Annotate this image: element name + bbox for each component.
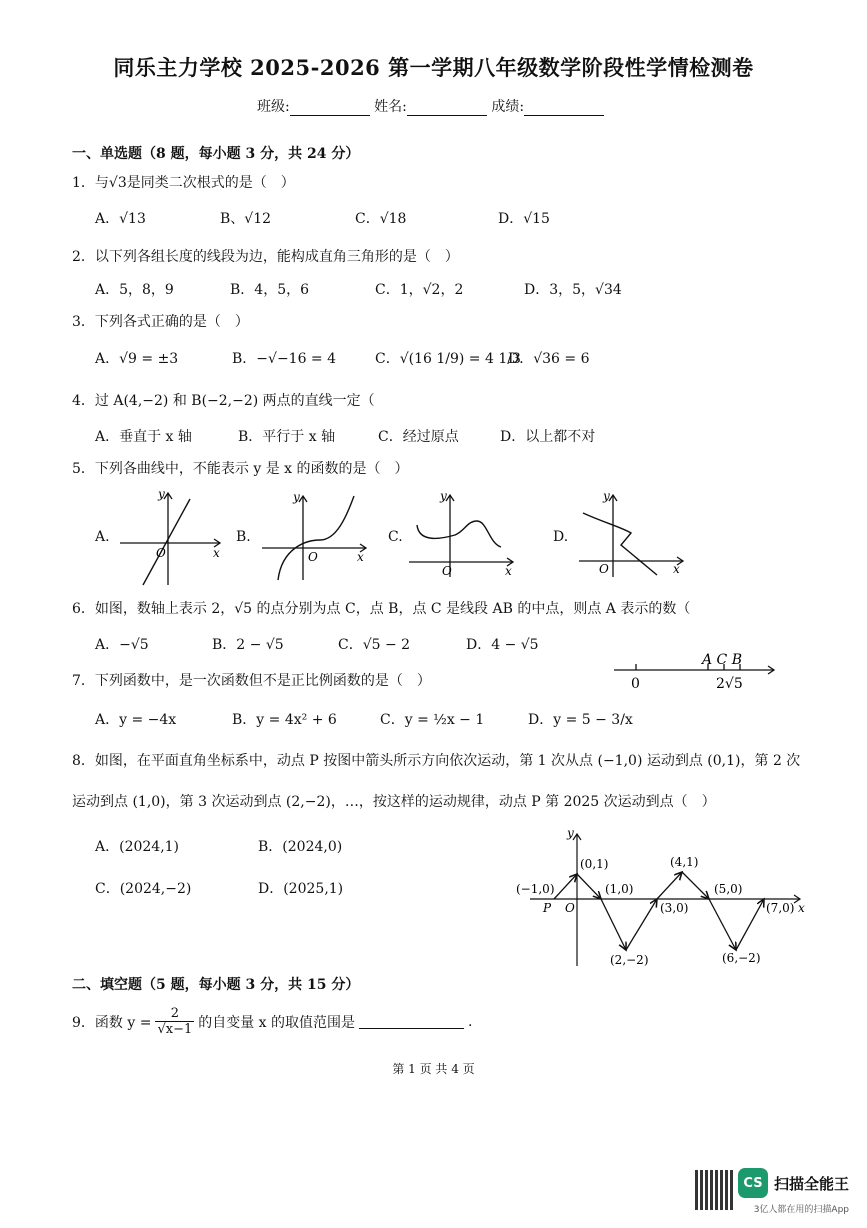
q5b-origin-label: O <box>308 550 318 564</box>
q8-option-a: A．(2024,1) <box>95 839 180 855</box>
q5-graph-a <box>110 485 225 587</box>
section-2-heading: 二、填空题（5 题，每小题 3 分，共 15 分） <box>72 977 360 993</box>
q8-label-p4: (2,−2) <box>610 953 649 967</box>
q5d-y-label: y <box>603 489 610 503</box>
page-footer: 第 1 页 共 4 页 <box>392 1062 475 1076</box>
q8-option-d: D．(2025,1) <box>258 881 344 897</box>
q6-points-label: A C B <box>702 652 743 668</box>
q2-option-d: D．3，5，√34 <box>524 282 622 298</box>
q8-label-p2: (0,1) <box>580 857 609 871</box>
qr-code-image <box>695 1170 735 1210</box>
scanner-watermark <box>738 1168 849 1198</box>
q8-label-p3: (1,0) <box>605 882 634 896</box>
q9-denominator: √x−1 <box>157 1022 193 1037</box>
q8-option-b: B．(2024,0) <box>258 839 343 855</box>
q8-stem-line1: 8．如图，在平面直角坐标系中，动点 P 按图中箭头所示方向依次运动，第 1 次从点 (−1,0) 运动到点 (0,1)，第 2 次 <box>72 753 801 769</box>
q8-coordinate-graph <box>510 822 810 970</box>
q7-stem: 7．下列函数中，是一次函数但不是正比例函数的是（ ） <box>72 673 431 689</box>
q2-option-c: C．1，√2，2 <box>375 282 464 298</box>
q3-option-d: D．√36 = 6 <box>508 351 590 367</box>
q1-option-d: D．√15 <box>498 211 550 227</box>
q6-option-d: D．4 − √5 <box>466 637 539 653</box>
page-title: 同乐主力学校 2025-2026 第一学期八年级数学阶段性学情检测卷 <box>113 55 754 80</box>
q4-option-a: A．垂直于 x 轴 <box>95 429 192 445</box>
q2-option-a: A．5，8，9 <box>95 282 174 298</box>
q7-option-d: D．y = 5 − 3/x <box>528 712 633 728</box>
q8-label-x: x <box>798 901 805 915</box>
score-label: 成绩: <box>491 99 525 115</box>
q8-label-P: P <box>543 901 552 915</box>
name-label: 姓名: <box>374 99 407 115</box>
q3-option-b: B．−√−16 = 4 <box>232 351 337 367</box>
q5-option-c: C. <box>388 529 403 545</box>
q5a-x-label: x <box>213 546 220 560</box>
q5b-x-label: x <box>357 550 364 564</box>
q5d-x-label: x <box>673 562 680 576</box>
q7-option-b: B．y = 4x² + 6 <box>232 712 337 728</box>
score-blank <box>524 99 604 116</box>
q9-fraction <box>155 1006 194 1037</box>
q2-option-b: B．4，5，6 <box>230 282 310 298</box>
q8-label-origin: O <box>565 901 575 915</box>
q5c-x-label: x <box>505 564 512 578</box>
q6-option-c: C．√5 − 2 <box>338 637 411 653</box>
q8-stem-line2: 运动到点 (1,0)，第 3 次运动到点 (2,−2)，…，按这样的运动规律，动点 P 第 2025 次运动到点（ ） <box>72 794 716 810</box>
q6-stem: 6．如图，数轴上表示 2，√5 的点分别为点 C，点 B，点 C 是线段 AB 的中点，则点 A 表示的数（ <box>72 601 691 617</box>
q5a-y-label: y <box>158 487 165 501</box>
q9-stem-post: 的自变量 x 的取值范围是 <box>198 1014 356 1031</box>
q8-label-p9: (7,0) <box>766 901 795 915</box>
class-blank <box>290 99 370 116</box>
q5-graph-d <box>575 487 687 579</box>
class-label: 班级: <box>257 99 290 115</box>
q8-label-p1: (−1,0) <box>516 882 555 896</box>
q1-option-c: C．√18 <box>355 211 407 227</box>
q5d-origin-label: O <box>599 562 609 576</box>
q3-option-a: A．√9 = ±3 <box>95 351 179 367</box>
q8-label-p8: (6,−2) <box>722 951 761 965</box>
q4-option-c: C．经过原点 <box>378 429 459 445</box>
q5b-y-label: y <box>293 490 300 504</box>
q5-option-a: A. <box>95 529 110 545</box>
brand-name: 扫描全能王 <box>773 1174 849 1193</box>
q4-stem: 4．过 A(4,−2) 和 B(−2,−2) 两点的直线一定（ <box>72 393 375 409</box>
q5c-y-label: y <box>440 489 447 503</box>
q5-option-b: B. <box>236 529 251 545</box>
cs-logo-icon: CS <box>738 1168 768 1198</box>
name-blank <box>407 99 487 116</box>
q6-option-b: B．2 − √5 <box>212 637 284 653</box>
q9-numerator: 2 <box>170 1006 179 1021</box>
q6-zero-label: 0 <box>631 676 640 692</box>
q4-option-b: B．平行于 x 轴 <box>238 429 336 445</box>
q8-label-p5: (3,0) <box>660 901 689 915</box>
q4-option-d: D．以上都不对 <box>500 429 596 445</box>
section-1-heading: 一、单选题（8 题，每小题 3 分，共 24 分） <box>72 146 360 162</box>
q6-number-line <box>610 650 780 692</box>
q9-row <box>72 1006 472 1037</box>
q5-graph-b <box>258 488 370 583</box>
q5a-origin-label: O <box>156 546 166 560</box>
q7-option-c: C．y = ½x − 1 <box>380 712 485 728</box>
q5-option-d: D. <box>553 529 569 545</box>
q1-option-b: B、√12 <box>220 211 272 227</box>
q8-label-p6: (4,1) <box>670 855 699 869</box>
q8-label-p7: (5,0) <box>714 882 743 896</box>
q6-b-value-label: 2√5 <box>716 676 743 692</box>
student-info <box>257 96 604 116</box>
brand-tagline: 3亿人都在用的扫描App <box>753 1205 849 1215</box>
q9-answer-blank <box>359 1014 464 1029</box>
q1-stem: 1．与√3是同类二次根式的是（ ） <box>72 175 295 191</box>
q3-stem: 3．下列各式正确的是（ ） <box>72 314 249 330</box>
q6-option-a: A．−√5 <box>95 637 149 653</box>
q1-option-a: A．√13 <box>95 211 146 227</box>
q8-option-c: C．(2024,−2) <box>95 881 192 897</box>
q2-stem: 2．以下列各组长度的线段为边，能构成直角三角形的是（ ） <box>72 249 459 265</box>
q5-stem: 5．下列各曲线中，不能表示 y 是 x 的函数的是（ ） <box>72 461 409 477</box>
q7-option-a: A．y = −4x <box>95 712 177 728</box>
q5-graph-c <box>405 487 517 579</box>
q9-end: . <box>468 1013 473 1030</box>
q8-label-y: y <box>567 826 574 840</box>
q3-option-c: C．√(16 1/9) = 4 1/3 <box>375 351 521 367</box>
q5c-origin-label: O <box>442 564 452 578</box>
q9-stem-pre: 9．函数 y = <box>72 1014 152 1031</box>
